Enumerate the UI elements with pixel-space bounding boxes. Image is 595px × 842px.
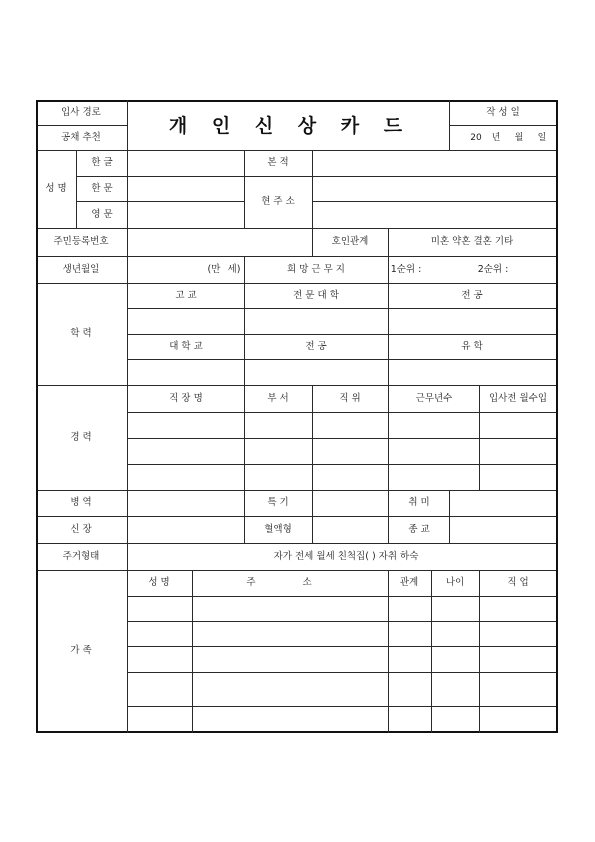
divider [388, 228, 389, 256]
study-abroad-label: 유 학 [461, 341, 483, 352]
border-left [36, 100, 38, 733]
divider [244, 385, 245, 490]
divider [244, 490, 245, 543]
housing-options: 자가 전세 월세 친척집( ) 자취 하숙 [273, 551, 419, 562]
divider [127, 543, 128, 570]
career-label: 경 력 [70, 432, 92, 443]
divider [127, 490, 128, 543]
divider [127, 283, 128, 385]
divider [388, 570, 389, 733]
divider [312, 150, 313, 228]
written-date-label: 작 성 일 [486, 107, 520, 118]
divider [127, 256, 128, 283]
divider [36, 283, 558, 284]
family-relation-header: 관계 [399, 577, 419, 588]
high-school-label: 고 교 [175, 290, 197, 301]
marital-status-label: 호인관계 [331, 236, 369, 247]
divider [127, 150, 128, 228]
specialty-label: 특 기 [267, 497, 289, 508]
divider [312, 201, 558, 202]
divider [244, 283, 245, 385]
divider [449, 100, 450, 150]
address-label: 현 주 소 [261, 196, 295, 207]
divider [36, 543, 558, 544]
family-name-header: 성 명 [148, 577, 170, 588]
divider [36, 228, 558, 229]
entry-path-label: 입사 경로 [61, 107, 101, 118]
divider [431, 570, 432, 733]
divider [127, 100, 128, 150]
position-header: 직 위 [339, 393, 361, 404]
hobby-label: 취 미 [408, 497, 430, 508]
family-address-header: 주 소 [246, 577, 334, 588]
name-label: 성 명 [45, 183, 67, 194]
education-label: 학 력 [70, 328, 92, 339]
birthdate-label: 생년월일 [62, 264, 100, 275]
divider [36, 150, 558, 151]
housing-label: 주거형태 [62, 551, 100, 562]
company-header: 직 장 명 [169, 393, 203, 404]
divider [388, 385, 389, 490]
divider [244, 150, 245, 228]
name-english-label: 영 문 [91, 209, 113, 220]
marital-options: 미혼 약혼 결혼 기타 [430, 236, 514, 247]
divider [479, 385, 480, 490]
military-label: 병 역 [70, 497, 92, 508]
divider [479, 570, 480, 733]
family-label: 가 족 [70, 645, 92, 656]
year-prefix: 20 [470, 133, 482, 143]
college-label: 전 문 대 학 [293, 290, 339, 301]
name-hangul-label: 한 글 [91, 157, 113, 168]
divider [127, 438, 558, 439]
divider [76, 176, 558, 177]
border-right [556, 100, 558, 733]
major-label: 전 공 [461, 290, 483, 301]
divider [449, 125, 558, 126]
family-job-header: 직 업 [507, 577, 529, 588]
day-unit: 일 [537, 133, 547, 143]
recommender-label: 공채 추천 [61, 132, 101, 143]
divider [312, 228, 313, 256]
religion-label: 종 교 [408, 524, 430, 535]
divider [127, 334, 558, 335]
divider [127, 570, 128, 733]
divider [449, 490, 450, 543]
divider [127, 385, 128, 490]
age-close: 세) [227, 264, 241, 275]
prev-income-header: 입사전 월수입 [488, 393, 548, 404]
height-label: 신 장 [70, 524, 92, 535]
divider [312, 490, 313, 543]
years-header: 근무년수 [415, 393, 453, 404]
page-title: 개 인 신 상 카 드 [168, 115, 412, 137]
border-top [36, 100, 558, 102]
divider [36, 125, 127, 126]
month-unit: 월 [514, 133, 524, 143]
divider [244, 256, 245, 283]
divider [388, 490, 389, 543]
divider [36, 256, 558, 257]
divider [127, 359, 558, 360]
department-header: 부 서 [267, 393, 289, 404]
hometown-label: 본 적 [267, 157, 289, 168]
university-label: 대 학 교 [169, 341, 203, 352]
age-open: (만 [207, 264, 221, 275]
divider [127, 308, 558, 309]
second-choice-label: 2순위 : [477, 264, 509, 275]
blood-type-label: 혈액형 [264, 524, 292, 535]
divider [36, 516, 558, 517]
first-choice-label: 1순위 : [390, 264, 422, 275]
divider [388, 256, 389, 283]
divider [312, 385, 313, 490]
divider [127, 464, 558, 465]
family-age-header: 나이 [445, 577, 465, 588]
divider [76, 150, 77, 228]
desired-workplace-label: 희 망 근 무 지 [287, 264, 345, 275]
resident-id-label: 주민등록번호 [53, 236, 109, 247]
personal-record-card-form [36, 100, 558, 733]
divider [127, 228, 128, 256]
name-hanja-label: 한 문 [91, 183, 113, 194]
major2-label: 전 공 [305, 341, 327, 352]
divider [36, 490, 558, 491]
divider [192, 570, 193, 733]
divider [388, 283, 389, 385]
divider [127, 412, 558, 413]
divider [76, 201, 244, 202]
year-unit: 년 [491, 133, 501, 143]
